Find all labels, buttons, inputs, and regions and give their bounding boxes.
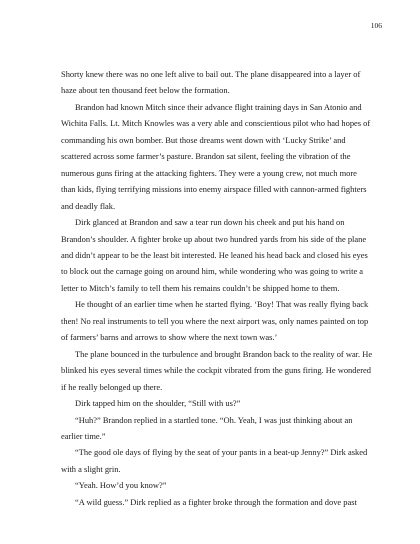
- paragraph: “The good ole days of flying by the seat of your pants in a beat-up Jenny?” Dirk asked with a slight grin.: [61, 447, 368, 474]
- paragraph: The plane bounced in the turbulence and brought Brandon back to the reality of war. He blinked his eyes several times while the cockpit vibrated from the guns firing. He wondered if he really belonged up there.: [61, 348, 373, 392]
- paragraph: Shorty knew there was no one left alive to bail out. The plane disappeared into a layer of haze about ten thousand feet below the formation.: [61, 69, 361, 96]
- paragraph: Dirk tapped him on the shoulder, “Still with us?”: [75, 398, 241, 409]
- body-text: [61, 66, 373, 510]
- paragraph: Brandon had known Mitch since their advance flight training days in San Atonio and Wichita Falls. Lt. Mitch Knowles was a very able and conscientious pilot who had hopes of commanding his own bomber. But those dreams went down with ‘Lucky Strike’ and scattered across some farmer’s pasture. Brandon sat silent, feeling the vibration of the numerous guns firing at the attacking fighters. They were a young crew, not much more than kids, flying terrifying missions into enemy airspace filled with cannon-armed fighters and deadly flak.: [61, 101, 371, 211]
- paragraph: “A wild guess.” Dirk replied as a fighter broke through the formation and dove past: [75, 496, 357, 507]
- paragraph: “Huh?” Brandon replied in a startled tone. “Oh. Yeah, I was just thinking about an earlier time.”: [61, 414, 353, 441]
- page-number: 106: [370, 21, 382, 30]
- paragraph: Dirk glanced at Brandon and saw a tear run down his cheek and put his hand on Brandon’s shoulder. A fighter broke up about two hundred yards from his side of the plane and didn’t appear to be the least bit interested. He leaned his head back and closed his eyes to block out the carnage going on around him, while wondering who was going to write a letter to Mitch’s family to tell them his remains couldn’t be shipped home to them.: [61, 217, 368, 293]
- paragraph: “Yeah. How’d you know?”: [75, 480, 167, 491]
- paragraph: He thought of an earlier time when he started flying. ‘Boy! That was really flying back then! No real instruments to tell you where the next airport was, only names painted on top of farmers’ barns and arrows to show where the next town was.’: [61, 299, 369, 343]
